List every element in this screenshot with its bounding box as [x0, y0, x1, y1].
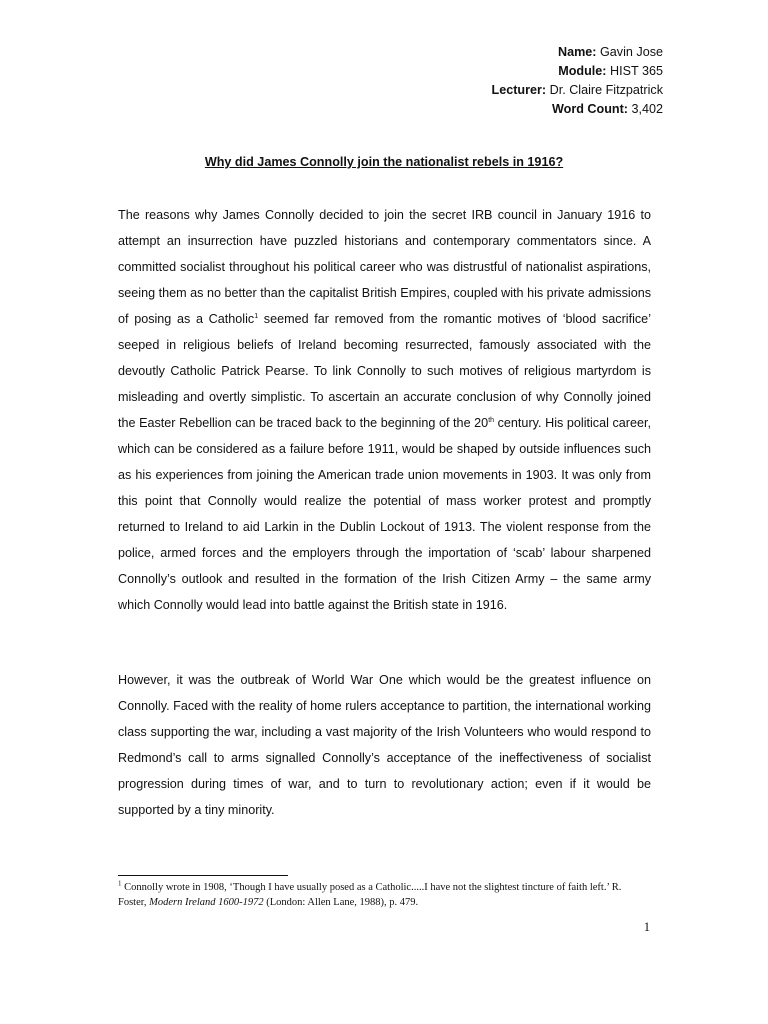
footnote: $^1$ Connolly wrote in 1908, ‘Though I have usually posed as a Catholic.....I have not the slightest tincture of faith left.’ R. Foster, Modern Ireland 1600-1972 (London: Allen Lane, 1988), p. 479.	[118, 879, 622, 908]
footnote-reference[interactable]: 1	[254, 312, 259, 320]
word-count-line: Word Count: 3,402	[551, 102, 663, 116]
module-line: Module: HIST 365	[558, 64, 663, 78]
ordinal-suffix: th	[488, 416, 495, 424]
footnote-number: 1	[118, 879, 122, 888]
page-number: 1	[643, 920, 650, 934]
body-paragraph-1: The reasons why James Connolly decided to join the secret IRB council in January 1916 to attempt an insurrection have puzzled historians and contemporary commentators since. A committed socialist throughout his political career who was distrustful of nationalist aspirations, seeing them as no better than the capitalist British Empires, coupled with his private admissions of posing as a Catholic$^1$ seemed far removed from the romantic motives of ‘blood sacrifice’ seeped in religious beliefs of Ireland becoming resurrected, famously associated with the devoutly Catholic Patrick Pearse. To link Connolly to such motives of religious martyrdom is misleading and overtly simplistic. To ascertain an accurate conclusion of why Connolly joined the Easter Rebellion can be traced back to the beginning of the 20th century. His political career, which can be considered as a failure before 1911, would be shaped by outside influences such as his experiences from joining the American trade union movements in 1903. It was only from this point that Connolly would realize the potential of mass worker protest and promptly returned to Ireland to aid Larkin in the Dublin Lockout of 1913. The violent response from the police, armed forces and the employers through the importation of ‘scab’ labour sharpened Connolly’s outlook and resulted in the formation of the Irish Citizen Army – the same army which Connolly would lead into battle against the British state in 1916.	[118, 208, 651, 612]
footnote-divider	[118, 875, 288, 876]
footnote-book-title: Modern Ireland 1600-1972	[149, 897, 264, 908]
lecturer-line: Lecturer: Dr. Claire Fitzpatrick	[491, 83, 663, 97]
name-line: Name: Gavin Jose	[558, 45, 663, 59]
document-header	[492, 43, 663, 119]
body-paragraph-2: However, it was the outbreak of World War One which would be the greatest influence on Connolly. Faced with the reality of home rulers acceptance to partition, the international working class supporting the war, including a vast majority of the Irish Volunteers who would respond to Redmond’s call to arms signalled Connolly’s acceptance of the ineffectiveness of socialist progression during times of war, and to turn to revolutionary action; even if it would be supported by a tiny minority.	[118, 673, 651, 817]
essay-title: Why did James Connolly join the nationalist rebels in 1916?	[204, 155, 564, 169]
